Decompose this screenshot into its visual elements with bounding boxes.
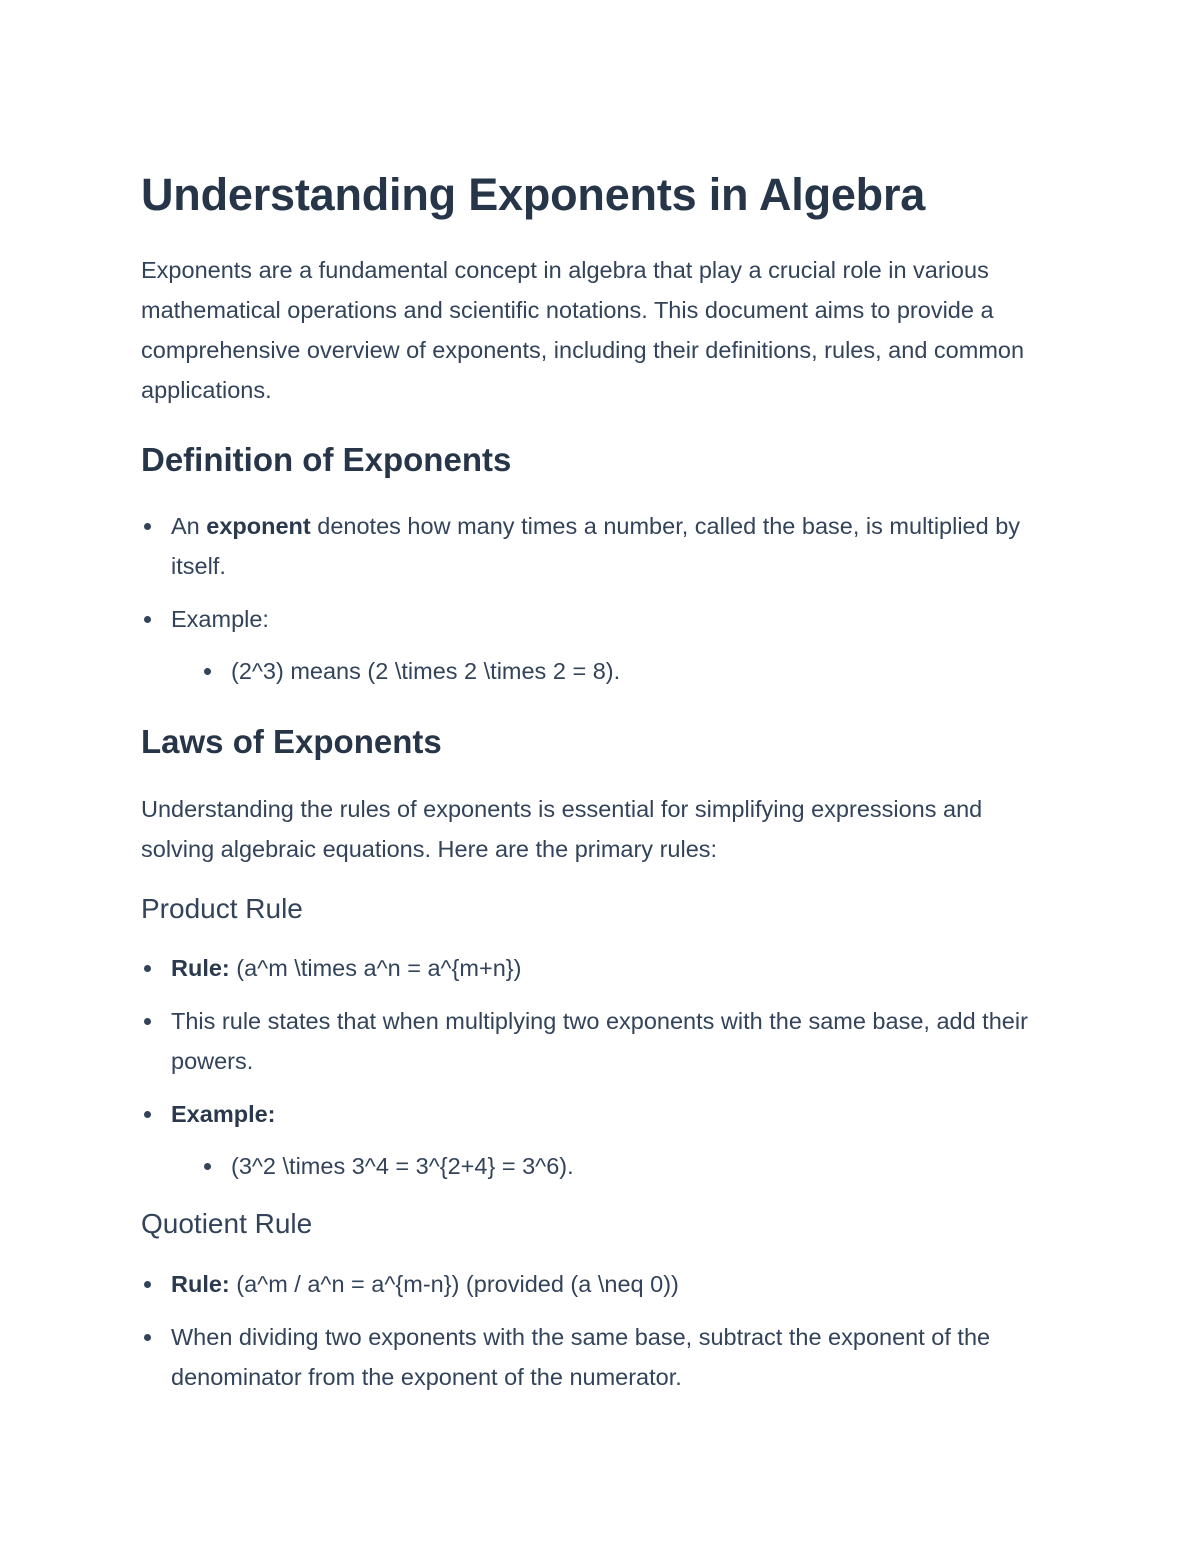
rule-text: (a^m / a^n = a^{m-n}) (provided (a \neq 0)) [229,1271,679,1297]
item-text-pre: An [171,513,207,539]
list-item [141,1264,1061,1304]
list-item: (2^3) means (2 \times 2 \times 2 = 8). [201,651,1061,691]
list-item [141,506,1061,586]
exponent-term: exponent [206,513,311,539]
product-rule-heading: Product Rule [141,893,303,924]
example-sublist [201,1146,1061,1186]
product-rule-list [141,948,1061,1186]
quotient-rule-heading: Quotient Rule [141,1208,313,1239]
example-label: Example: [171,606,269,632]
list-item [141,599,1061,691]
laws-heading: Laws of Exponents [141,723,442,760]
list-item [141,1094,1061,1186]
list-item: This rule states that when multiplying two exponents with the same base, add their powers. [141,1001,1061,1081]
document-title: Understanding Exponents in Algebra [141,169,926,220]
rule-text: (a^m \times a^n = a^{m+n}) [229,955,522,981]
item-text-post: denotes how many times a number, called the base, is multiplied by itself. [171,513,1021,579]
quotient-rule-list [141,1264,1061,1397]
rule-label: Rule: [171,1271,230,1297]
example-sublist [201,651,1061,691]
list-item [141,948,1061,988]
example-label: Example: [171,1101,276,1127]
laws-intro-paragraph: Understanding the rules of exponents is essential for simplifying expressions and solving algebraic equations. Here are the primary rules: [141,796,983,862]
definition-list [141,506,1061,691]
list-item: When dividing two exponents with the same base, subtract the exponent of the denominator from the exponent of the numerator. [141,1317,1061,1397]
definition-heading: Definition of Exponents [141,441,512,478]
rule-label: Rule: [171,955,230,981]
intro-paragraph: Exponents are a fundamental concept in algebra that play a crucial role in various mathematical operations and scientific notations. This document aims to provide a comprehensive overview of exponents, including their definitions, rules, and common applications. [141,257,1025,403]
list-item: (3^2 \times 3^4 = 3^{2+4} = 3^6). [201,1146,1061,1186]
document-page [141,168,1061,1397]
